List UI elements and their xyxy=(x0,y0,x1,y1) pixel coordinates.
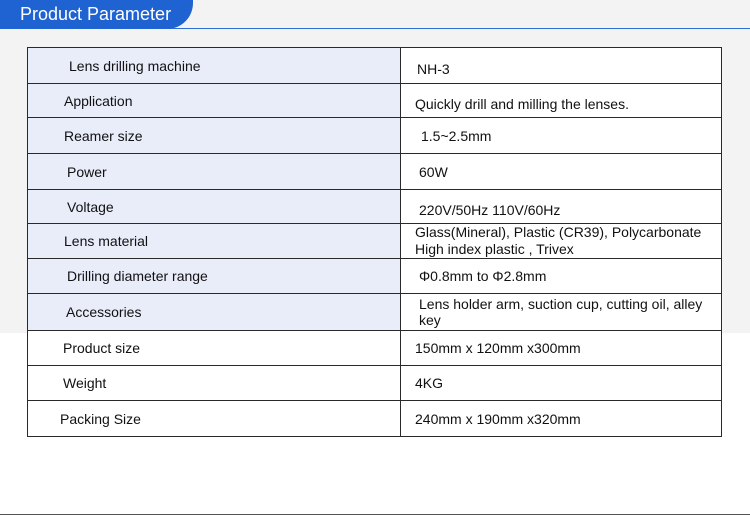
param-value: Φ0.8mm to Φ2.8mm xyxy=(401,259,722,294)
table-row xyxy=(28,259,722,294)
param-name: Product size xyxy=(28,331,401,366)
table-row xyxy=(28,401,722,437)
param-name: Power xyxy=(28,154,401,190)
table-row xyxy=(28,118,722,154)
param-value: NH-3 xyxy=(401,48,722,84)
param-value: Lens holder arm, suction cup, cutting oil, alley key xyxy=(401,294,722,331)
table-row xyxy=(28,366,722,401)
table-row xyxy=(28,294,722,331)
param-value-line: High index plastic , Trivex xyxy=(415,241,574,257)
param-value: Quickly drill and milling the lenses. xyxy=(401,84,722,118)
param-value xyxy=(401,224,722,259)
param-value: 60W xyxy=(401,154,722,190)
table-row xyxy=(28,224,722,259)
param-name: Weight xyxy=(28,366,401,401)
param-name: Lens material xyxy=(28,224,401,259)
param-name: Accessories xyxy=(28,294,401,331)
param-value: 4KG xyxy=(401,366,722,401)
parameter-table xyxy=(27,47,722,437)
table-row xyxy=(28,190,722,224)
param-name: Packing Size xyxy=(28,401,401,437)
param-value-line: Glass(Mineral), Plastic (CR39), Polycarbonate xyxy=(415,224,702,240)
section-title: Product Parameter xyxy=(0,0,193,29)
table-row xyxy=(28,331,722,366)
param-value: 1.5~2.5mm xyxy=(401,118,722,154)
param-name: Reamer size xyxy=(28,118,401,154)
param-name: Application xyxy=(28,84,401,118)
bottom-divider xyxy=(0,514,750,515)
table-row xyxy=(28,48,722,84)
param-value: 240mm x 190mm x320mm xyxy=(401,401,722,437)
table-row xyxy=(28,154,722,190)
param-value: 150mm x 120mm x300mm xyxy=(401,331,722,366)
param-name: Voltage xyxy=(28,190,401,224)
param-name: Drilling diameter range xyxy=(28,259,401,294)
param-name: Lens drilling machine xyxy=(28,48,401,84)
param-value: 220V/50Hz 110V/60Hz xyxy=(401,190,722,224)
table-row xyxy=(28,84,722,118)
